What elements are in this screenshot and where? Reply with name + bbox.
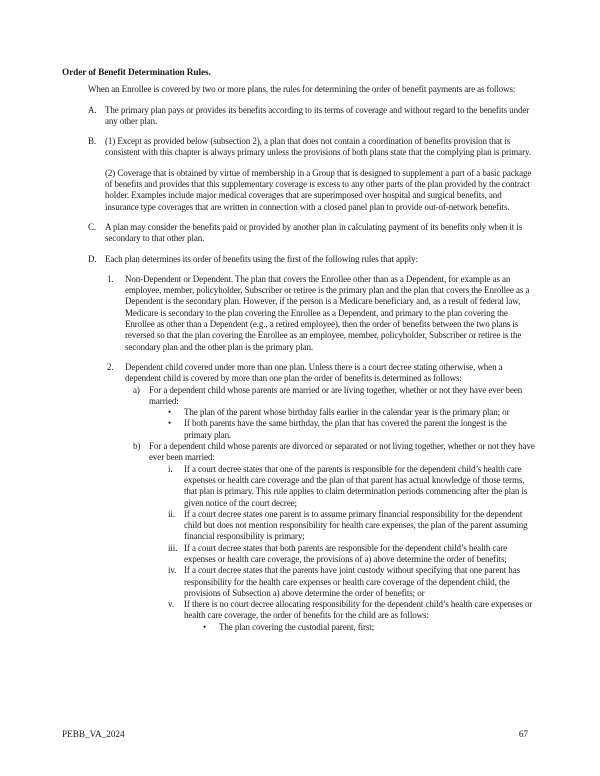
- item-2b-v: [62, 599, 536, 622]
- item-2b-v-bullet-text: The plan covering the custodial parent, first;: [219, 621, 375, 632]
- item-2b-ii-text: If a court decree states one parent is to assume primary financial responsibility for the dependent child but does not mention responsibility for health care expenses, the plan of the parent assuming financial responsibility is primary;: [184, 508, 528, 542]
- item-2b-text: For a dependent child whose parents are divorced or separated or not living together, whether or not they have ever been married:: [149, 441, 535, 463]
- rule-b-label: B.: [88, 136, 97, 147]
- rule-d-item-2-text: Dependent child covered under more than one plan. Unless there is a court decree stating otherwise, when a dependent child is covered by more than one plan the order of benefits is determined as follows:: [125, 361, 503, 384]
- bullet-icon: •: [203, 621, 207, 632]
- item-2b-label: b): [133, 441, 141, 452]
- item-2a-bullet-1: [62, 407, 536, 418]
- rule-b-paragraph-1: (1) Except as provided below (subsection 2), a plan that does not contain a coordination of benefits provision that is consistent with this chapter is always primary unless the provisions of both plans state that the complying plan is primary.: [105, 136, 531, 158]
- item-2b-v-text: If there is no court decree allocating responsibility for the dependent child’s health care expenses or health care coverage, the order of benefits for the child are as follows:: [184, 599, 533, 621]
- bullet-icon: •: [168, 418, 172, 429]
- item-2b-ii: [62, 509, 536, 543]
- item-2a-bullet-2-text: If both parents have the same birthday, the plan that has covered the parent the longest is the primary plan.: [184, 418, 507, 440]
- intro-paragraph: When an Enrollee is covered by two or more plans, the rules for determining the order of benefit payments are as follows:: [88, 84, 516, 95]
- rule-d-item-1-label: 1.: [107, 273, 114, 284]
- rule-d-label: D.: [88, 253, 97, 264]
- section-heading: Order of Benefit Determination Rules.: [62, 68, 211, 78]
- rule-c-label: C.: [88, 221, 97, 232]
- page-footer: [62, 729, 528, 740]
- item-2b-i-text: If a court decree states that one of the parents is responsible for the dependent child’s health care expenses or health care coverage and the plan of that parent has actual knowledge of those terms, that plan is primary. This rule applies to claim determination periods commencing after the plan is given notice of the court decree;: [184, 463, 528, 508]
- item-2a: [62, 385, 536, 408]
- rule-a-label: A.: [88, 104, 97, 115]
- item-2b-v-bullet: [62, 622, 536, 633]
- rule-d-item-2: [62, 362, 536, 385]
- rule-c-text: A plan may consider the benefits paid or provided by another plan in calculating payment of its benefits only when it is secondary to that other plan.: [105, 221, 523, 244]
- item-2a-bullet-2: [62, 418, 536, 441]
- footer-document-id: PEBB_VA_2024: [62, 729, 125, 739]
- item-2b: [62, 441, 536, 464]
- item-2b-iii-label: iii.: [168, 542, 178, 553]
- rule-b: [62, 136, 536, 159]
- rule-a: [62, 105, 536, 128]
- rule-c: [62, 222, 536, 245]
- rule-d-item-1-text: Non-Dependent or Dependent. The plan that covers the Enrollee other than as a Dependent, for example as an employee, member, policyholder, Subscriber or retiree is the primary plan and the plan that covers the Enrollee as a Dependent is the secondary plan. However, if the person is a Medicare beneficiary and, as a result of federal law, Medicare is secondary to the plan covering the Enrollee as a Dependent, and primary to the plan covering the Enrollee as other than a Dependent (e.g., a retired employee), then the order of benefits between the two plans is reversed so that the plan covering the Enrollee as an employee, member, policyholder, Subscriber or retiree is the secondary plan and the other plan is the primary plan.: [125, 273, 530, 352]
- rule-d-item-2-label: 2.: [107, 361, 114, 372]
- item-2a-label: a): [133, 384, 140, 395]
- bullet-icon: •: [168, 407, 172, 418]
- item-2b-iii-text: If a court decree states that both parents are responsible for the dependent child’s health care expenses or health care coverage, the provisions of a) above determine the order of benefits;: [184, 542, 508, 564]
- item-2b-ii-label: ii.: [168, 508, 175, 519]
- item-2b-iii: [62, 543, 536, 566]
- item-2a-text: For a dependent child whose parents are married or are living together, whether or not they have ever been married:: [149, 384, 523, 406]
- item-2b-i-label: i.: [168, 463, 173, 474]
- item-2b-iv-label: iv.: [168, 565, 177, 576]
- rule-d-item-1: [62, 274, 536, 353]
- item-2b-v-label: v.: [168, 599, 174, 610]
- rule-b-paragraph-2: (2) Coverage that is obtained by virtue of membership in a Group that is designed to supplement a part of a basic package of benefits and provides that this supplementary coverage is excess to any other parts of the plan provided by the contract holder. Examples include major medical coverages that are superimposed over hospital and surgical benefits, and insurance type coverages that are written in connection with a closed panel plan to provide out-of-network benefits.: [105, 167, 532, 212]
- item-2b-i: [62, 464, 536, 509]
- item-2a-bullet-1-text: The plan of the parent whose birthday falls earlier in the calendar year is the primary plan; or: [184, 407, 510, 418]
- footer-page-number: 67: [518, 729, 528, 739]
- item-2b-iv: [62, 565, 536, 599]
- item-2b-iv-text: If a court decree states that the parents have joint custody without specifying that one parent has responsibility for the health care expenses or health care coverage of the dependent child, the provisions of Subsection a) above determine the order of benefits; or: [184, 565, 520, 598]
- rule-a-text: The primary plan pays or provides its benefits according to its terms of coverage and without regard to the benefits under any other plan.: [105, 104, 530, 126]
- document-body: [62, 68, 536, 633]
- rule-d: [62, 254, 536, 265]
- rule-d-text: Each plan determines its order of benefits using the first of the following rules that apply:: [105, 253, 418, 264]
